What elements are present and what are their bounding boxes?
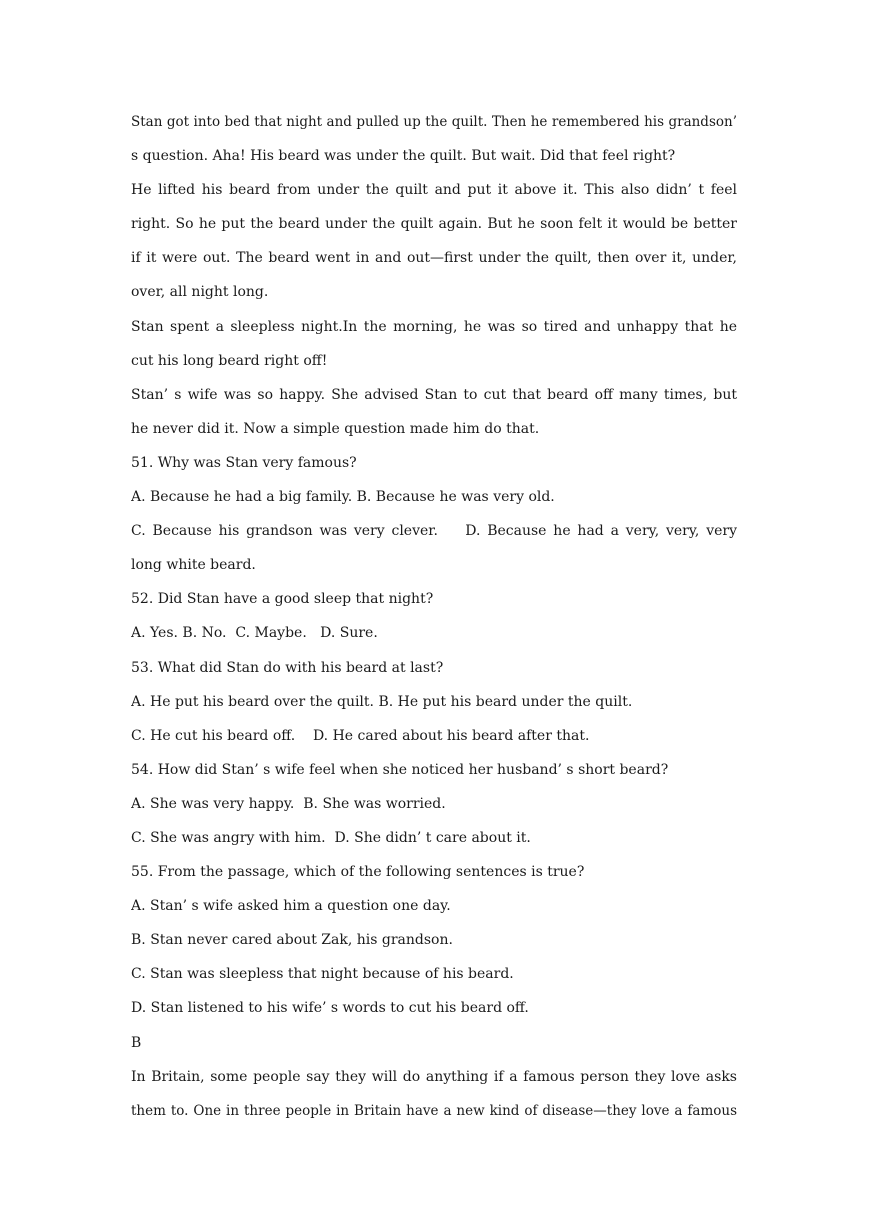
question-55-option-c: C. Stan was sleepless that night because of his beard.: [131, 966, 514, 983]
text-line: them to. One in three people in Britain have a new kind of disease—they love a famous: [131, 1102, 737, 1119]
text-line: s question. Aha! His beard was under the quilt. But wait. Did that feel right?: [131, 148, 676, 165]
text-line: Stan spent a sleepless night.In the morning, he was so tired and unhappy that he: [131, 318, 737, 335]
question-52-options: A. Yes. B. No. C. Maybe. D. Sure.: [131, 625, 378, 642]
question-54: 54. How did Stan’ s wife feel when she noticed her husband’ s short beard?: [131, 761, 669, 778]
question-53-options: A. He put his beard over the quilt. B. He put his beard under the quilt.: [131, 693, 633, 710]
question-55-option-a: A. Stan’ s wife asked him a question one day.: [131, 898, 451, 915]
question-55-option-b: B. Stan never cared about Zak, his grandson.: [131, 932, 453, 949]
text-line: if it were out. The beard went in and out—first under the quilt, then over it, under,: [131, 250, 737, 267]
text-line: right. So he put the beard under the quilt again. But he soon felt it would be better: [131, 216, 737, 233]
question-54-options: A. She was very happy. B. She was worried.: [131, 795, 446, 812]
text-line: Stan got into bed that night and pulled up the quilt. Then he remembered his grandson’: [131, 114, 737, 130]
question-55: 55. From the passage, which of the following sentences is true?: [131, 864, 585, 881]
question-51-options: C. Because his grandson was very clever. D. Because he had a very, very, very: [131, 523, 737, 540]
question-51-options: long white beard.: [131, 557, 256, 574]
section-heading: B: [131, 1034, 142, 1051]
text-line: cut his long beard right off!: [131, 352, 328, 369]
text-line: over, all night long.: [131, 284, 269, 301]
text-line: Stan’ s wife was so happy. She advised Stan to cut that beard off many times, but: [131, 386, 737, 403]
question-53: 53. What did Stan do with his beard at last?: [131, 659, 444, 676]
question-55-option-d: D. Stan listened to his wife’ s words to cut his beard off.: [131, 1000, 529, 1017]
question-52: 52. Did Stan have a good sleep that night?: [131, 591, 434, 608]
document-body: [131, 105, 737, 1128]
text-line: He lifted his beard from under the quilt and put it above it. This also didn’ t feel: [131, 182, 737, 199]
question-51: 51. Why was Stan very famous?: [131, 454, 357, 471]
question-54-options: C. She was angry with him. D. She didn’ t care about it.: [131, 829, 531, 846]
text-line: In Britain, some people say they will do anything if a famous person they love asks: [131, 1068, 737, 1085]
text-line: he never did it. Now a simple question made him do that.: [131, 420, 540, 437]
question-51-options: A. Because he had a big family. B. Because he was very old.: [131, 489, 555, 506]
question-53-options: C. He cut his beard off. D. He cared about his beard after that.: [131, 727, 590, 744]
